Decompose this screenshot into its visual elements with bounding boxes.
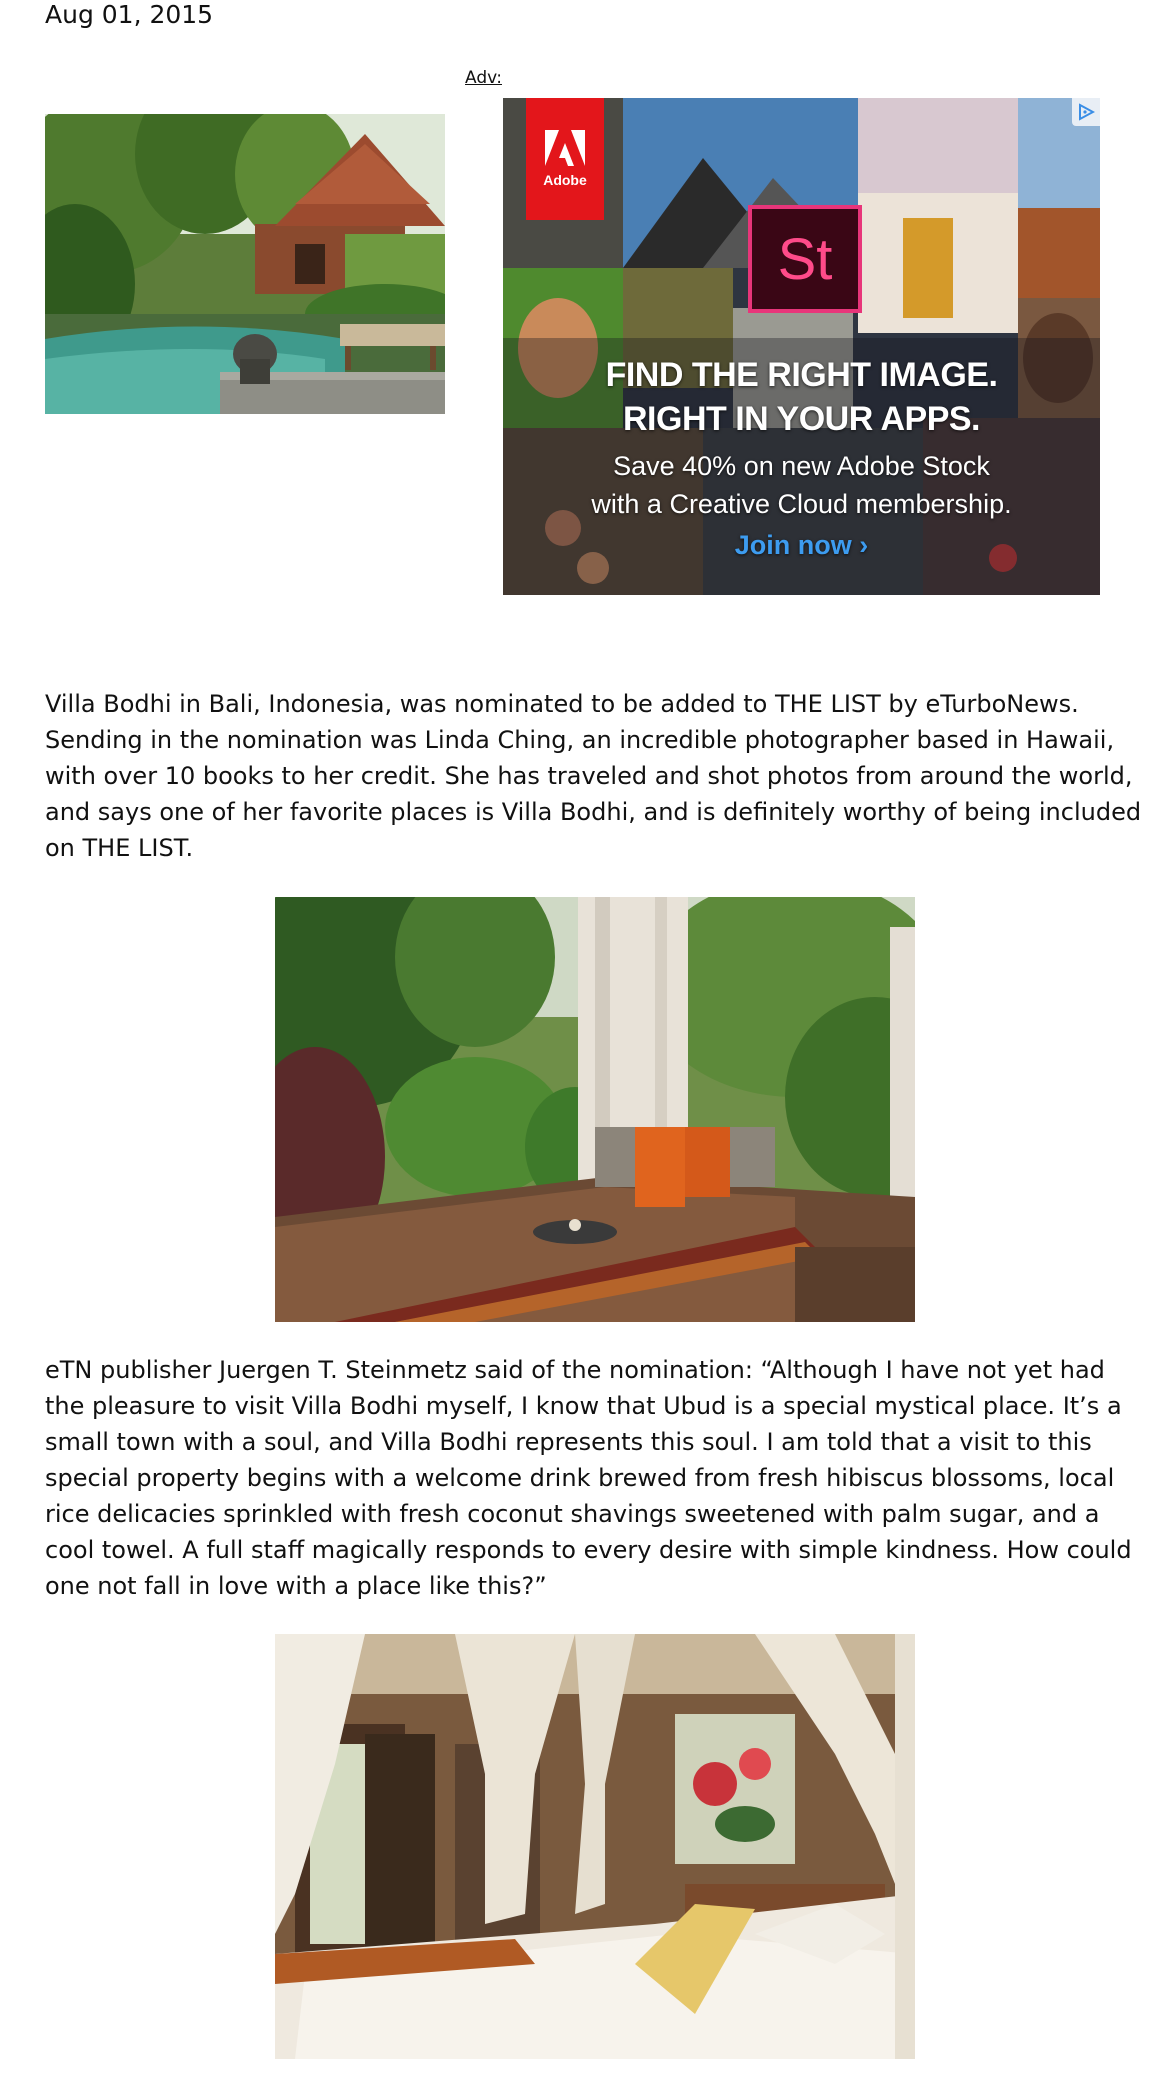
advertisement-label: Adv: <box>465 68 502 88</box>
ad-join-now-link[interactable]: Join now › <box>734 530 869 560</box>
thumbnail-photo-pool <box>45 114 445 414</box>
ad-subtext-2: with a Creative Cloud membership. <box>591 489 1012 519</box>
article-photo-bedroom <box>275 1634 915 2059</box>
adobe-stock-ad-banner[interactable] <box>503 98 1100 595</box>
ad-copy <box>503 353 1100 565</box>
adobe-logo-icon <box>545 130 585 166</box>
adchoices-icon[interactable] <box>1072 98 1100 126</box>
ad-headline-1: FIND THE RIGHT IMAGE. <box>605 356 998 394</box>
adobe-stock-product-mark: St <box>748 205 862 313</box>
article-paragraph-2: eTN publisher Juergen T. Steinmetz said of the nomination: “Although I have not yet had the pleasure to visit Villa Bodhi myself, I know that Ubud is a special mystical place. It’s a small town with a soul, and Villa Bodhi represents this soul. I am told that a visit to this special property begins with a welcome drink brewed from fresh hibiscus blossoms, local rice delicacies sprinkled with fresh coconut shavings sweetened with palm sugar, and a cool towel. A full staff magically responds to every desire with simple kindness. How could one not fall in love with a place like this?” <box>45 1356 1132 1600</box>
article-paragraph-1: Villa Bodhi in Bali, Indonesia, was nominated to be added to THE LIST by eTurboNews. Sending in the nomination was Linda Ching, an incredible photographer based in Hawaii, with over 10 books to her credit. She has traveled and shot photos from around the world, and says one of her favorite places is Villa Bodhi, and is definitely worthy of being included on THE LIST. <box>45 690 1142 862</box>
ad-headline-2: RIGHT IN YOUR APPS. <box>623 400 980 438</box>
ad-subtext-1: Save 40% on new Adobe Stock <box>613 451 990 481</box>
article-photo-porch <box>275 897 915 1322</box>
article-date: Aug 01, 2015 <box>45 0 214 29</box>
adobe-logo-badge <box>526 98 604 220</box>
adobe-logo-word: Adobe <box>543 172 587 188</box>
